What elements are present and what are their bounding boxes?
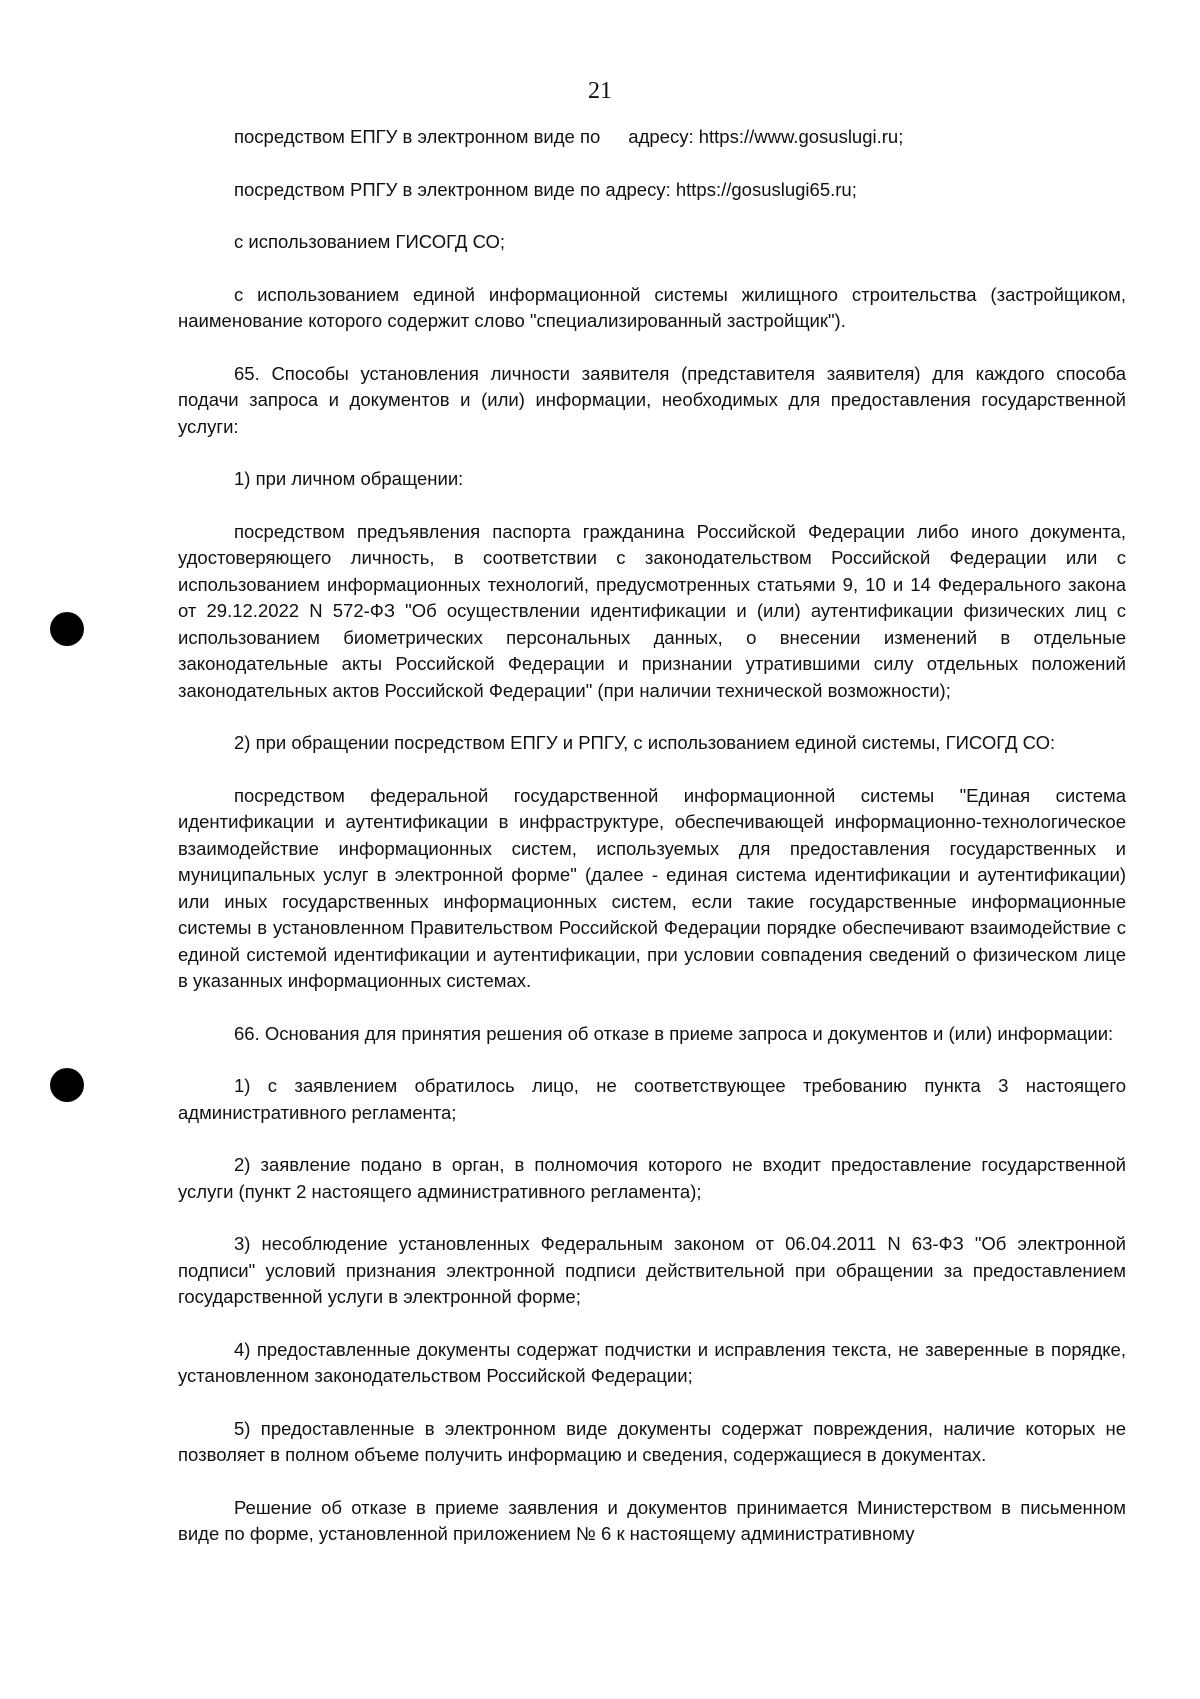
paragraph-ground-5: 5) предоставленные в электронном виде документы содержат повреждения, наличие которых не позволяет в полном объеме получить информацию и сведения, содержащиеся в документах. [178, 1417, 1126, 1465]
document-body [178, 124, 1126, 1574]
paragraph-refusal-decision: Решение об отказе в приеме заявления и документов принимается Министерством в письменном виде по форме, установленной приложением № 6 к настоящему административному [178, 1496, 1126, 1544]
page-number: 21 [588, 78, 612, 104]
paragraph-gisogd: с использованием ГИСОГД СО; [234, 231, 506, 252]
paragraph-online: 2) при обращении посредством ЕПГУ и РПГУ, с использованием единой системы, ГИСОГД СО: [234, 732, 1056, 753]
paragraph-text: адресу: https://www.gosuslugi.ru; [628, 126, 904, 147]
paragraph-ground-2: 2) заявление подано в орган, в полномочия которого не входит предоставление государственной услуги (пункт 2 настоящего административного регламента); [178, 1154, 1126, 1202]
paragraph-text: посредством ЕПГУ в электронном виде по [234, 126, 601, 147]
paragraph-ground-4: 4) предоставленные документы содержат подчистки и исправления текста, не заверенные в порядке, установленном законодательством Российской Федерации; [178, 1338, 1126, 1386]
punch-hole-mark [50, 1068, 84, 1102]
paragraph-66-heading: 66. Основания для принятия решения об отказе в приеме запроса и документов и (или) информации: [234, 1022, 1114, 1044]
paragraph-epgu-address [178, 124, 1126, 151]
punch-hole-mark [50, 612, 84, 646]
paragraph-ground-1: 1) с заявлением обратилось лицо, не соответствующее требованию пункта 3 настоящего административного регламента; [178, 1075, 1126, 1123]
paragraph-esia: посредством федеральной государственной информационной системы "Единая система идентификации и аутентификации в инфраструктуре, обеспечивающей информационно-технологическое взаимодействие информационных систем, используемых для предоставления государственных и муниципальных услуг в электронной форме" (далее - единая система идентификации и аутентификации) или иных государственных информационных систем, если такие государственные информационные системы в установленном Правительством Российской Федерации порядке обеспечивают взаимодействие с единой системой идентификации и аутентификации, при условии совпадения сведений о физическом лице в указанных информационных системах. [178, 784, 1126, 991]
paragraph-rpgu-address: посредством РПГУ в электронном виде по адресу: https://gosuslugi65.ru; [234, 178, 857, 200]
paragraph-65-heading: 65. Способы установления личности заявителя (представителя заявителя) для каждого способа подачи запроса и документов и (или) информации, необходимых для предоставления государственной услуги: [178, 362, 1126, 437]
paragraph-passport: посредством предъявления паспорта гражданина Российской Федерации либо иного документа, удостоверяющего личность, в соответствии с законодательством Российской Федерации или с использованием информационных технологий, предусмотренных статьями 9, 10 и 14 Федерального закона от 29.12.2022 N 572-ФЗ "Об осуществлении идентификации и (или) аутентификации физических лиц с использованием биометрических персональных данных, о внесении изменений в отдельные законодательные акты Российской Федерации и признании утратившими силу отдельных положений законодательных актов Российской Федерации" (при наличии технической возможности); [178, 520, 1126, 701]
paragraph-housing-system: с использованием единой информационной системы жилищного строительства (застройщиком, наименование которого содержит слово "специализированный застройщик"). [178, 283, 1126, 331]
paragraph-in-person: 1) при личном обращении: [234, 468, 464, 489]
paragraph-ground-3: 3) несоблюдение установленных Федеральным законом от 06.04.2011 N 63-ФЗ "Об электронной подписи" условий признания электронной подписи действительной при обращении за предоставлением государственной услуги в электронной форме; [178, 1233, 1126, 1307]
